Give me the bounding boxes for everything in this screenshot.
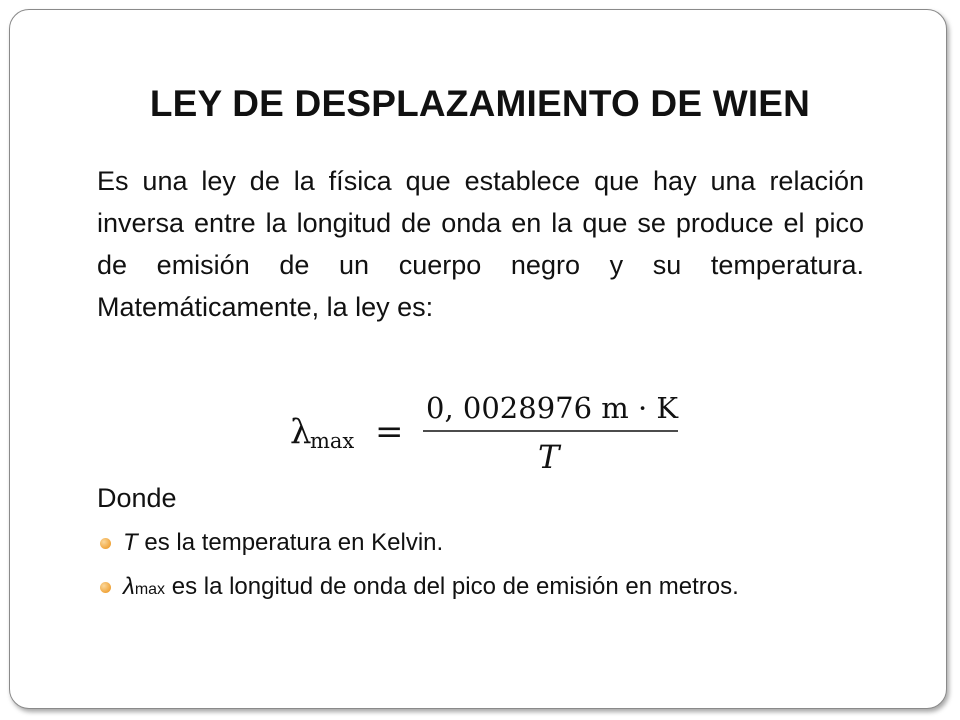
definition-item-wavelength bbox=[97, 570, 864, 606]
definition-symbol: λ bbox=[123, 573, 135, 600]
definition-text: es la longitud de onda del pico de emisión en metros. bbox=[165, 573, 739, 600]
definition-symbol: T bbox=[123, 529, 138, 556]
formula-equals: = bbox=[375, 412, 404, 452]
definition-item-temperature bbox=[97, 526, 864, 562]
definitions-list bbox=[97, 526, 864, 614]
formula-denominator: T bbox=[538, 438, 560, 476]
wien-formula bbox=[290, 386, 690, 476]
formula-numerator: 0, 0028976 m · K bbox=[426, 391, 679, 425]
donde-label: Donde bbox=[97, 483, 177, 513]
bullet-dot-icon bbox=[100, 582, 111, 593]
formula-svg bbox=[290, 386, 690, 476]
formula-lambda: λ bbox=[290, 412, 312, 452]
definition-subscript: max bbox=[134, 581, 166, 598]
intro-paragraph: Es una ley de la física que establece que hay una relación inversa entre la longitud de onda en la que se produce el pico de emisión de un cuerpo negro y su temperatura. Matemáticamente, la ley es: bbox=[97, 166, 864, 322]
bullet-dot-icon bbox=[100, 538, 111, 549]
slide-title: LEY DE DESPLAZAMIENTO DE WIEN bbox=[149, 83, 811, 124]
definition-text: es la temperatura en Kelvin. bbox=[137, 529, 444, 556]
formula-lambda-subscript: max bbox=[310, 429, 355, 453]
